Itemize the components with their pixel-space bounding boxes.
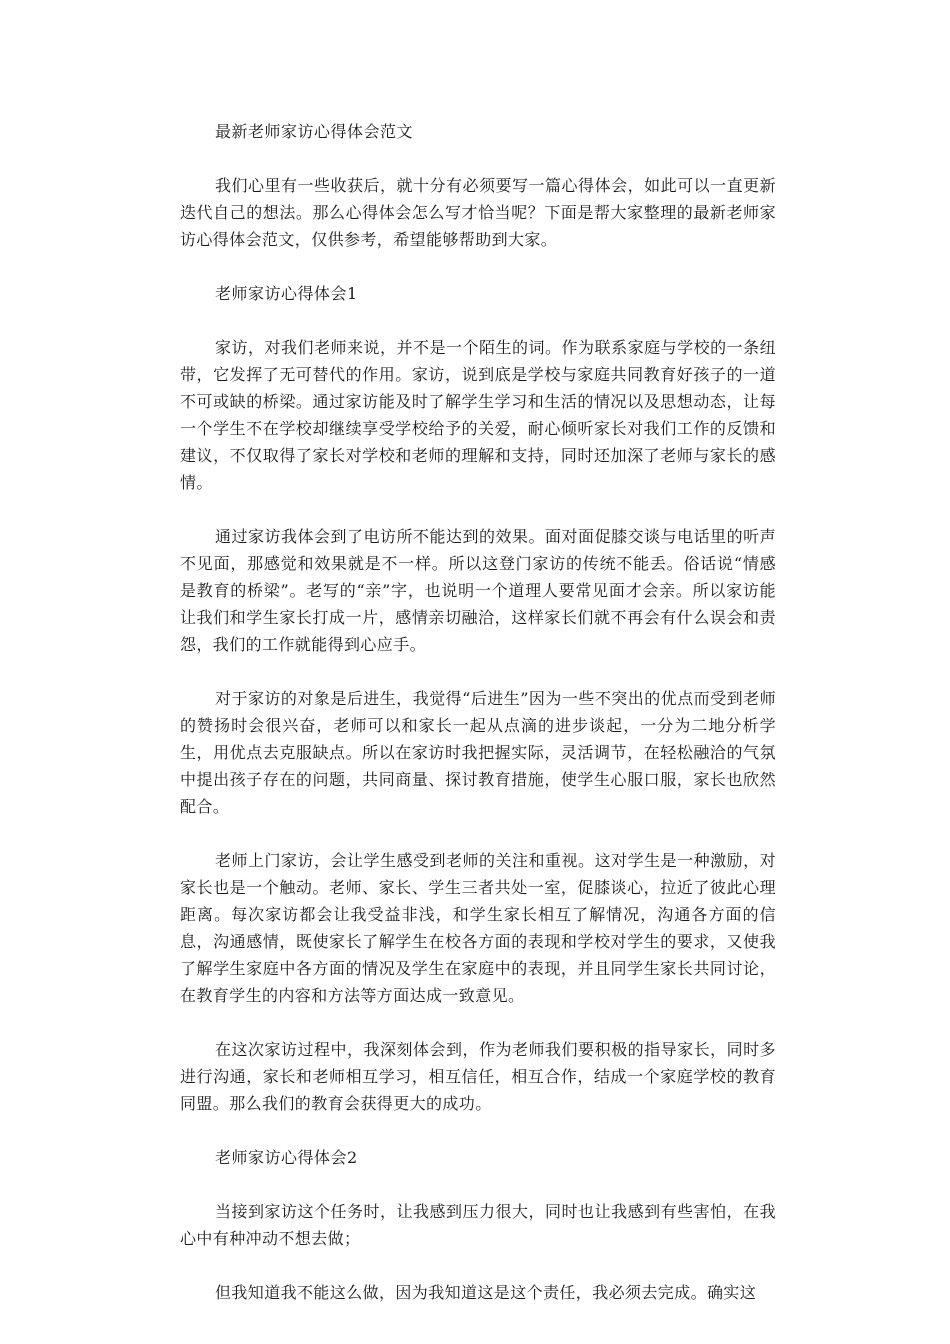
section-2-heading: 老师家访心得体会2 xyxy=(215,1148,358,1167)
section-1-paragraph: 在这次家访过程中，我深刻体会到，作为老师我们要积极的指导家长，同时多进行沟通，家长和老师相互学习，相互信任，相互合作，结成一个家庭学校的教育同盟。那么我们的教育会获得更大的成功。 xyxy=(180,1040,776,1113)
section-2-paragraph: 当接到家访这个任务时，让我感到压力很大，同时也让我感到有些害怕，在我心中有种冲动不想去做； xyxy=(180,1202,776,1248)
intro-paragraph: 我们心里有一些收获后，就十分有必须要写一篇心得体会，如此可以一直更新迭代自己的想法。那么心得体会怎么写才恰当呢？下面是帮大家整理的最新老师家访心得体会范文，仅供参考，希望能够帮助到大家。 xyxy=(180,176,776,249)
section-1-paragraph: 通过家访我体会到了电访所不能达到的效果。面对面促膝交谈与电话里的听声不见面，那感觉和效果就是不一样。所以这登门家访的传统不能丢。俗话说“情感是教育的桥梁”。老写的“亲”字，也说明一个道理人要常见面才会亲。所以家访能让我们和学生家长打成一片，感情亲切融洽，这样家长们就不再会有什么误会和责怨，我们的工作就能得到心应手。 xyxy=(180,527,776,654)
section-2-paragraph: 但我知道我不能这么做，因为我知道这是这个责任，我必须去完成。确实这 xyxy=(215,1283,757,1302)
section-1-paragraph: 对于家访的对象是后进生，我觉得“后进生”因为一些不突出的优点而受到老师的赞扬时会很兴奋，老师可以和家长一起从点滴的进步谈起，一分为二地分析学生，用优点去克服缺点。所以在家访时我把握实际，灵活调节，在轻松融洽的气氛中提出孩子存在的问题，共同商量、探讨教育措施，使学生心服口服，家长也欣然配合。 xyxy=(180,689,776,816)
section-1-paragraph: 老师上门家访，会让学生感受到老师的关注和重视。这对学生是一种激励，对家长也是一个触动。老师、家长、学生三者共处一室，促膝谈心，拉近了彼此心理距离。每次家访都会让我受益非浅，和学生家长相互了解情况，沟通各方面的信息，沟通感情，既使家长了解学生在校各方面的表现和学校对学生的要求，又使我了解学生家庭中各方面的情况及学生在家庭中的表现，并且同学生家长共同讨论，在教育学生的内容和方法等方面达成一致意见。 xyxy=(180,851,776,1005)
document-title: 最新老师家访心得体会范文 xyxy=(215,122,414,141)
document-page xyxy=(180,118,776,1333)
section-1-paragraph: 家访，对我们老师来说，并不是一个陌生的词。作为联系家庭与学校的一条纽带，它发挥了无可替代的作用。家访，说到底是学校与家庭共同教育好孩子的一道不可或缺的桥梁。通过家访能及时了解学生学习和生活的情况以及思想动态，让每一个学生不在学校却继续享受学校给予的关爱，耐心倾听家长对我们工作的反馈和建议，不仅取得了家长对学校和老师的理解和支持，同时还加深了老师与家长的感情。 xyxy=(180,338,776,492)
section-1-heading: 老师家访心得体会1 xyxy=(215,284,358,303)
